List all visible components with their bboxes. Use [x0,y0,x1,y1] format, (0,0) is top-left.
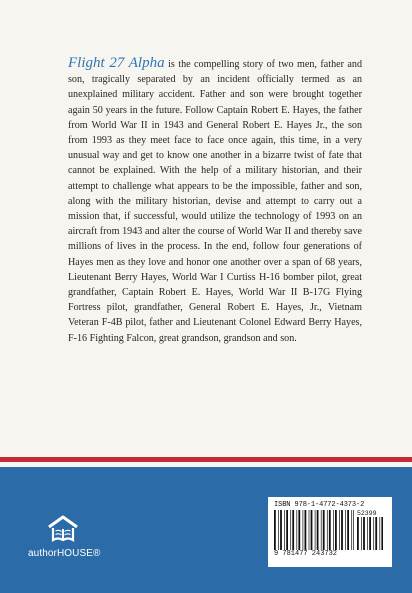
house-book-icon [46,514,80,544]
book-title: Flight 27 Alpha [68,55,165,71]
publisher-logo [28,514,101,559]
ean-digits: 9 781477 243732 [274,550,338,558]
back-cover-blurb [68,56,362,346]
isbn-text: ISBN 978-1-4772-4373-2 [274,501,365,509]
publisher-name: authorHOUSE® [28,548,101,559]
blurb-body: is the compelling story of two men, father and son, tragically separated by an incident officially termed as an unexplained military accident. Father and son were brought together again 50 years in the future. Follow Captain Robert E. Hayes, the father from World War II in 1943 and General Robert E. Hayes Jr., the son from 1993 as they meet face to face once again, this time, in a very unusual way and get to know one another in a bizarre twist of fate that cannot be explained. With the help of a military historian, and their attempt to challenge what appears to be the impossible, father and son, along with the military historian, devise and attempt to carry out a mission that, if successful, would utilize the technology of 1993 on an aircraft from 1943 and alter the course of World War II and thereby save millions of lives in the process. In the end, follow four generations of Hayes men as they love and honor one another over a span of 68 years, Lieutenant Berry Hayes, World War I Curtiss H-16 bomber pilot, great grandfather, Captain Robert E. Hayes, World War II B-17G Flying Fortress pilot, grandfather, General Robert E. Hayes, Jr., Vietnam Veteran F-4B pilot, father and Lieutenant Colonel Edward Berry Hayes, F-16 Fighting Falcon, great grandson, grandson and son. [68,59,362,344]
isbn-barcode [268,497,392,567]
ean-barcode-bars [274,510,354,550]
addon-digits: 52399 [357,510,377,517]
addon-barcode-bars [357,517,383,550]
